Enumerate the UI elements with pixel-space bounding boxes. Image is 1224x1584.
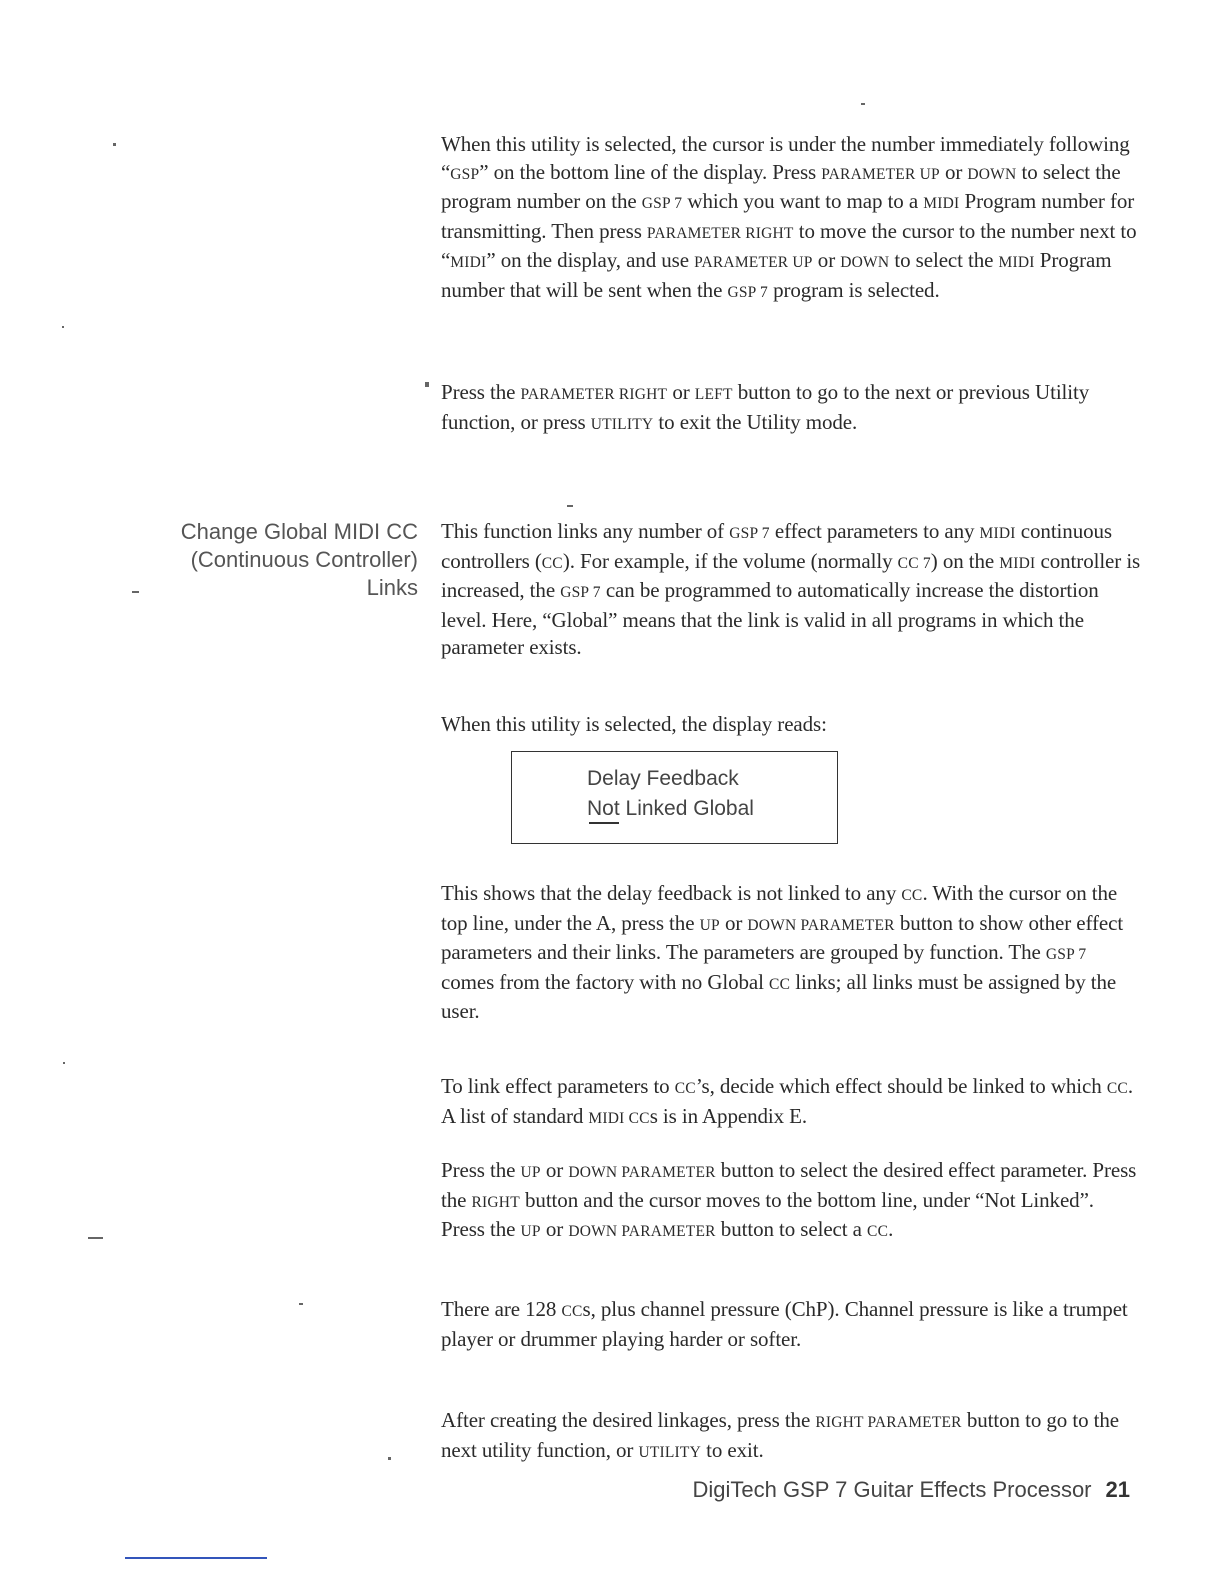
text-run: to exit. xyxy=(700,1437,764,1462)
cursor-underline xyxy=(589,822,619,824)
section-heading-line3: Links xyxy=(366,575,418,600)
small-caps-term: RIGHT xyxy=(471,1193,520,1211)
text-run: effect parameters to any xyxy=(769,519,980,543)
small-caps-term: CC xyxy=(1106,1080,1128,1097)
text-run: After creating the desired linkages, press the xyxy=(441,1408,816,1432)
paragraph-navigate xyxy=(441,379,1141,438)
paragraph-text xyxy=(441,880,1141,1026)
text-run: or xyxy=(719,910,748,935)
text-run: Press the xyxy=(441,380,521,404)
text-run: button to go to the next or previous Utility function, or press xyxy=(441,380,1090,434)
text-run: There are 128 xyxy=(441,1297,562,1321)
small-caps-term: GSP 7 xyxy=(641,195,683,213)
text-run: to select the xyxy=(889,248,999,273)
text-run: ). For example, if the volume (normally xyxy=(562,548,898,573)
paragraph-select-cc xyxy=(441,1157,1141,1246)
text-run: or xyxy=(667,380,695,404)
text-run: button to select the desired effect parameter. Press the xyxy=(441,1158,1137,1212)
small-caps-term: GSP xyxy=(450,165,480,183)
paragraph-function-intro xyxy=(441,518,1141,662)
display-line-top: Delay Feedback xyxy=(587,767,739,790)
small-caps-term: CC xyxy=(867,1223,889,1241)
lcd-display-box xyxy=(511,751,838,844)
small-caps-term: PARAMETER UP xyxy=(821,165,940,183)
text-run: or xyxy=(812,248,841,273)
paragraph-text xyxy=(441,711,1141,739)
paragraph-text xyxy=(441,518,1141,662)
scan-speck xyxy=(425,382,429,387)
section-heading xyxy=(100,518,418,602)
small-caps-term: DOWN PARAMETER xyxy=(568,1164,716,1181)
text-run: When this utility is selected, the display reads: xyxy=(441,712,827,736)
page-footer xyxy=(692,1477,1130,1503)
text-run: or xyxy=(939,159,968,184)
section-heading-line2: (Continuous Controller) xyxy=(190,547,418,572)
paragraph-exit xyxy=(441,1407,1141,1466)
small-caps-term: CC xyxy=(561,1303,583,1320)
small-caps-term: MIDI CC xyxy=(588,1109,650,1127)
paragraph-text xyxy=(441,1407,1141,1466)
small-caps-term: DOWN PARAMETER xyxy=(568,1223,716,1241)
small-caps-term: MIDI xyxy=(998,254,1035,272)
text-run: s, plus channel pressure (ChP). Channel pressure is like a trumpet player or drummer playing harder or softer. xyxy=(441,1297,1128,1351)
paragraph-text xyxy=(441,1073,1141,1132)
small-caps-term: DOWN xyxy=(840,254,890,272)
text-run: button and the cursor moves to the bottom line, under “Not Linked”. Press the xyxy=(441,1187,1094,1242)
text-run: or xyxy=(540,1217,569,1242)
text-run: When this utility is selected, the cursor is under the number immediately following “ xyxy=(441,132,1130,184)
text-run: controller is increased, the xyxy=(441,548,1141,603)
small-caps-term: PARAMETER RIGHT xyxy=(520,386,668,403)
small-caps-term: RIGHT PARAMETER xyxy=(815,1414,962,1431)
small-caps-term: MIDI xyxy=(450,254,487,272)
text-run: . A list of standard xyxy=(441,1074,1134,1128)
text-run: s is in Appendix E. xyxy=(649,1103,808,1128)
text-run: button to go to the next utility function, or xyxy=(441,1408,1119,1462)
text-run: to move the cursor to the number next to “ xyxy=(441,218,1137,273)
page-number: 21 xyxy=(1105,1477,1130,1502)
small-caps-term: PARAMETER RIGHT xyxy=(646,224,794,242)
paragraph-text xyxy=(441,1157,1141,1246)
small-caps-term: UTILITY xyxy=(638,1443,701,1461)
paragraph-cursor-select xyxy=(441,131,1141,307)
text-run: . With the cursor on the top line, under the A, press the xyxy=(441,881,1118,935)
small-caps-term: DOWN PARAMETER xyxy=(747,916,895,934)
text-run: This function links any number of xyxy=(441,519,730,543)
small-caps-term: MIDI xyxy=(923,195,960,213)
paragraph-text xyxy=(441,1296,1141,1353)
small-caps-term: UP xyxy=(699,916,720,934)
scan-speck xyxy=(861,103,865,105)
paragraph-channel-pressure xyxy=(441,1296,1141,1353)
paragraph-delay-feedback xyxy=(441,880,1141,1026)
small-caps-term: PARAMETER UP xyxy=(694,254,813,272)
scan-speck xyxy=(63,1062,65,1064)
small-caps-term: CC xyxy=(674,1080,696,1097)
text-run: This shows that the delay feedback is not linked to any xyxy=(441,881,902,905)
small-caps-term: UTILITY xyxy=(590,415,654,433)
small-caps-term: GSP 7 xyxy=(729,525,770,542)
text-run: program is selected. xyxy=(767,277,940,302)
small-caps-term: CC xyxy=(541,554,563,572)
small-caps-term: UP xyxy=(520,1164,541,1181)
scan-speck xyxy=(88,1237,103,1239)
small-caps-term: GSP 7 xyxy=(560,584,601,602)
text-run: continuous controllers ( xyxy=(441,519,1112,573)
paragraph-display-reads xyxy=(441,711,1141,739)
text-run: comes from the factory with no Global xyxy=(441,969,770,994)
small-caps-term: CC xyxy=(769,975,791,993)
text-run: . xyxy=(888,1217,894,1242)
bottom-rule xyxy=(125,1557,267,1559)
text-run: can be programmed to automatically increase the distortion level. Here, “Global” means that the link is valid in all programs in which the parameter exists. xyxy=(441,578,1099,660)
small-caps-term: DOWN xyxy=(967,165,1017,183)
paragraph-text xyxy=(441,379,1141,438)
text-run: to select the program number on the xyxy=(441,159,1121,214)
text-run: ” on the display, and use xyxy=(486,248,695,273)
small-caps-term: LEFT xyxy=(694,386,733,403)
text-run: To link effect parameters to xyxy=(441,1074,675,1098)
scan-speck xyxy=(388,1457,391,1460)
text-run: ) on the xyxy=(930,548,1000,573)
text-run: Press the xyxy=(441,1158,521,1182)
paragraph-link-cc xyxy=(441,1073,1141,1132)
text-run: ’s, decide which effect should be linked to which xyxy=(695,1074,1107,1098)
small-caps-term: UP xyxy=(520,1223,541,1241)
footer-title: DigiTech GSP 7 Guitar Effects Processor xyxy=(692,1477,1092,1502)
text-run: Program number for transmitting. Then press xyxy=(441,189,1135,243)
text-run: button to show other effect parameters and their links. The parameters are grouped by function. The xyxy=(441,910,1124,965)
small-caps-term: MIDI xyxy=(999,554,1036,572)
small-caps-term: MIDI xyxy=(979,525,1016,542)
text-run: Program number that will be sent when the xyxy=(441,248,1112,302)
scan-speck xyxy=(62,326,64,328)
text-run: links; all links must be assigned by the user. xyxy=(441,969,1117,1024)
small-caps-term: GSP 7 xyxy=(1045,946,1087,964)
text-run: or xyxy=(540,1158,569,1182)
scan-speck xyxy=(299,1303,303,1305)
section-heading-line1: Change Global MIDI CC xyxy=(180,519,418,544)
scan-speck xyxy=(113,143,116,146)
text-run: button to select a xyxy=(715,1217,868,1242)
small-caps-term: CC 7 xyxy=(897,554,931,572)
display-line-bottom: Not Linked Global xyxy=(587,797,754,820)
small-caps-term: CC xyxy=(901,887,923,904)
scan-speck xyxy=(132,591,139,593)
paragraph-text xyxy=(441,131,1141,307)
text-run: to exit the Utility mode. xyxy=(653,409,858,434)
text-run: which you want to map to a xyxy=(682,189,924,214)
text-run: ” on the bottom line of the display. Press xyxy=(479,159,822,184)
small-caps-term: GSP 7 xyxy=(727,283,768,301)
scan-speck xyxy=(567,505,573,507)
